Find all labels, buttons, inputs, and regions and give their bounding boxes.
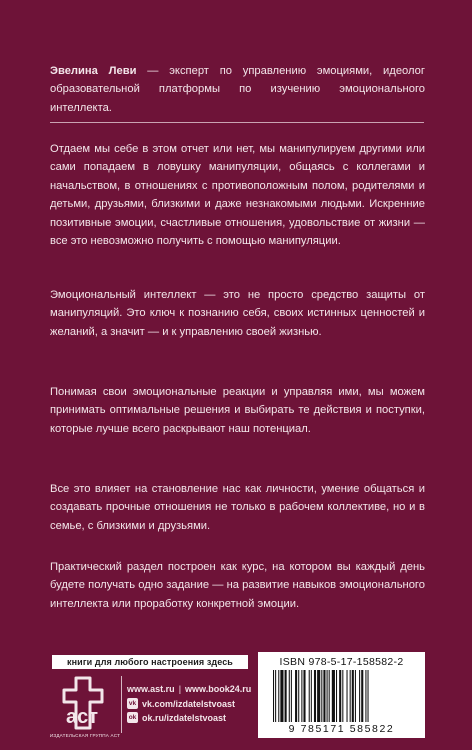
paragraph-4: Все это влияет на становление нас как личности, умение общаться и создавать прочные отношения не только в рабочем коллективе, но и в семье, с близкими и друзьями. [50, 483, 425, 532]
barcode-digits: 9 785171 585822 [288, 723, 395, 735]
author-divider [50, 122, 424, 123]
author-bio: — эксперт по управлению эмоциями, идеолог образовательной платформы по изучению эмоционального интеллекта. [50, 65, 425, 114]
tagline-badge: книги для любого настроения здесь [52, 655, 248, 669]
ok-icon: ok [128, 714, 137, 721]
paragraph-1: Отдаем мы себе в этом отчет или нет, мы манипулируем другими или сами попадаем в ловушку манипуляции, общаясь с коллегами и начальством, в отношениях с противоположным полом, родителями и детьми, друзьями, близкими и даже незнакомыми людьми. Искренние позитивные эмоции, счастливые отношения, удовольствие от жизни — все это невозможно получить с помощью манипуляции. [50, 143, 425, 248]
publisher-logo [54, 676, 110, 730]
website-separator: | [178, 684, 182, 694]
author-note [50, 62, 425, 117]
ok-link[interactable]: ok.ru/izdatelstvoast [142, 712, 227, 723]
paragraph-2: Эмоциональный интеллект — это не просто средство защиты от манипуляций. Это ключ к познанию себя, своих истинных ценностей и желаний, а значит — и к управлению своей жизнью. [50, 289, 425, 338]
footer-divider [121, 676, 122, 733]
paragraph-5: Практический раздел построен как курс, на котором вы каждый день будете получать одно задание — на развитие навыков эмоционального интеллекта или проработку конкретной эмоции. [50, 561, 425, 610]
barcode-image [271, 670, 412, 724]
website-ast-link[interactable]: www.ast.ru [127, 684, 175, 694]
vk-icon: vk [128, 700, 137, 707]
vk-row [127, 698, 235, 709]
publisher-logo-text: аст [65, 706, 99, 728]
vk-link[interactable]: vk.com/izdatelstvoast [142, 698, 236, 709]
websites-row [127, 684, 251, 694]
ok-row [127, 712, 226, 723]
paragraph-3: Понимая свои эмоциональные реакции и управляя ими, мы можем принимать оптимальные решения и выбирать те действия и поступки, которые лучше всего раскрывают наш потенциал. [50, 386, 425, 435]
isbn-number: ISBN 978-5-17-158582-2 [279, 656, 404, 668]
author-name: Эвелина Леви [50, 65, 137, 77]
publisher-caption: ИЗДАТЕЛЬСКАЯ ГРУППА АСТ [49, 733, 121, 738]
website-book24-link[interactable]: www.book24.ru [185, 684, 252, 694]
barcode-box [258, 652, 425, 738]
